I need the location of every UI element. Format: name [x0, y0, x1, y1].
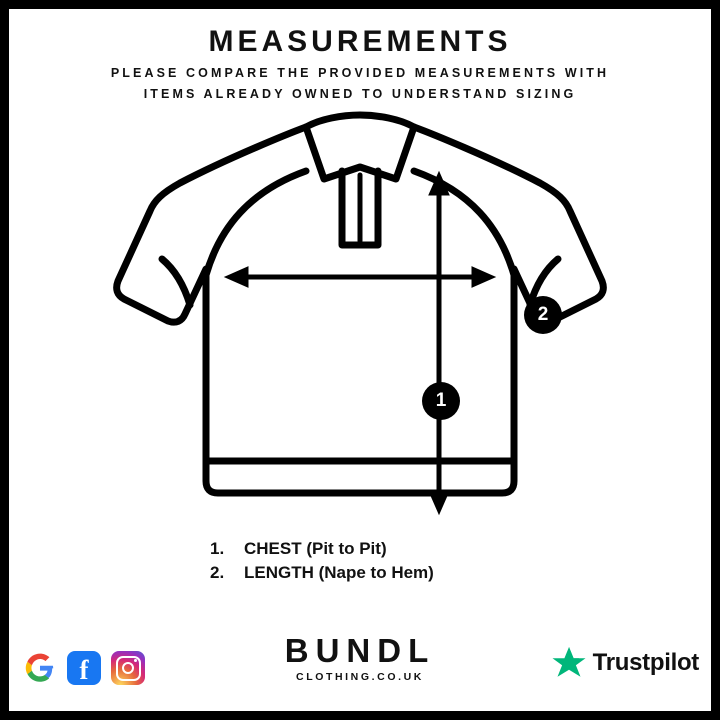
footer	[9, 617, 711, 697]
social-links	[23, 651, 145, 685]
legend-number: 2.	[210, 563, 225, 582]
legend-label: CHEST (Pit to Pit)	[244, 539, 387, 558]
legend-item	[210, 563, 510, 583]
facebook-icon[interactable]	[67, 651, 101, 685]
subtitle-line-2: ITEMS ALREADY OWNED TO UNDERSTAND SIZING	[143, 87, 577, 101]
facebook-f-glyph: f	[79, 655, 89, 685]
marker-length: 2	[524, 296, 562, 334]
instagram-icon[interactable]	[111, 651, 145, 685]
legend-number: 1.	[210, 539, 225, 558]
legend-label: LENGTH (Nape to Hem)	[244, 563, 434, 582]
page-subtitle	[9, 63, 711, 105]
polo-shirt-diagram	[110, 109, 610, 529]
brand-name: BUNDL	[284, 632, 436, 669]
trustpilot-badge[interactable]	[552, 646, 699, 679]
legend-item	[210, 539, 510, 559]
google-icon[interactable]	[23, 651, 57, 685]
google-g-glyph	[25, 653, 55, 683]
brand-website: CLOTHING.CO.UK	[296, 671, 424, 683]
trustpilot-star-icon	[552, 646, 586, 679]
trustpilot-label: Trustpilot	[592, 648, 699, 676]
instagram-camera-glyph	[116, 656, 141, 681]
measurement-legend	[9, 539, 711, 587]
marker-chest: 1	[422, 382, 460, 420]
page-title: MEASUREMENTS	[208, 25, 512, 58]
brand-logo	[285, 634, 435, 683]
subtitle-line-1: PLEASE COMPARE THE PROVIDED MEASUREMENTS WITH	[110, 66, 610, 80]
